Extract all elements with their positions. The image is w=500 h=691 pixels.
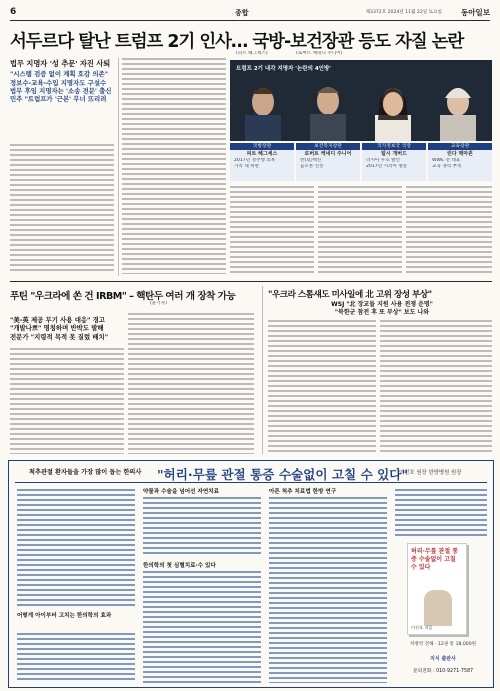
book-photo [424,590,452,626]
portrait-2 [310,87,346,141]
portrait-1 [245,88,281,141]
second-subhead-2: "개발나쁘" 명칭하며 반박도 발해 [10,324,104,333]
ad-top-label: 척추관절 환자들을 가장 많이 돕는 한의사 [29,469,142,476]
ad-section-heading: 어떻게 아이부터 고치는 한의학의 효과 [17,613,112,619]
portrait-3 [375,88,411,141]
nominee-name: 털시 개버드 [381,151,407,157]
nominee-note: 2017년 시리아 방문 [366,164,408,169]
ad-text-col-1 [17,489,135,607]
ad-subtitle: 이진호 원장 한방병원 원장 [399,470,462,476]
third-subheads [272,301,492,318]
nominee-role: 국가정보국 국장 [362,143,426,150]
nominee-note: 음모론 신봉 [300,164,324,169]
issue-info: 제3372호 2024년 11월 22일 토요일 [365,10,442,15]
second-body-col-2 [128,313,254,454]
lead-subhead-1: 법무 지명자 '성 추문' 자진 사퇴 [10,59,111,68]
book-info: 처방약 전해 · 12권 통 18,000원 [409,642,477,647]
ad-text-col-2b [143,571,261,683]
ad-text-col-1b [17,633,135,683]
second-subhead-3: 전문가 "지령적 목적 못 질렀 배치" [10,332,109,341]
second-body-col-1 [10,348,124,454]
nominees-photo [230,60,492,141]
second-subheads [10,316,125,341]
masthead [10,7,490,19]
ad-text-col-2 [143,497,261,557]
third-body-col-2 [380,320,492,454]
lead-body-col-1 [10,144,114,274]
lead-subheads [10,60,115,103]
book-cover [407,543,467,635]
col-divider [262,286,263,454]
lead-byline-2: (로버트 케네디 주니어) [296,51,343,56]
ad-section-heading: 약물과 수술을 넘어선 자연치료 [143,489,220,495]
contact: 문의전화 : 010-9271-7587 [412,669,474,674]
nominee-name: 린다 맥마흔 [447,151,473,157]
second-subhead-1: "美-英 제공 무기 사용 대응" 경고 [10,316,105,324]
nominee-note: 2017년 성추행 의혹 [234,158,276,163]
nominee-note: 교육 경력 부족 [432,164,462,169]
nominee-note: 반(反)백신 [300,158,322,163]
section-label: 종합 [235,9,249,17]
lead-headline: 서두르다 탈난 트럼프 2기 인사… 국방-보건장관 등도 자질 논란 [10,32,464,52]
third-subhead-2: "북한군 참전 후 또 부상" 보도 나와 [334,309,430,317]
nominee-role: 교육장관 [428,143,492,150]
ad-headline: "허리·무릎 관절 통증 수술없이 고칠 수 있다" [157,467,409,482]
book-title: 허리·무릎 관절 통증 수술없이 고칠 수 있다 [411,548,459,571]
page-number: 6 [10,7,17,17]
portraits [230,60,492,141]
col-divider [118,58,119,276]
masthead-rule [10,20,490,21]
nominee-note: WWE 전 대표 [432,158,461,163]
nominee-note: 가족 내 비판 [234,164,260,169]
book-author: 이진호 지음 [411,625,433,630]
second-headline: 푸틴 "우크라에 쏜 건 IRBM" – 핵탄두 여러 개 장착 가능 [10,291,236,302]
third-subhead-1: WSJ "北 장교들 지원 사용 전쟁 운명" [331,301,433,308]
ad-text-col-3 [269,497,387,683]
ad-section-heading: 아픈 척추 치료법 한방 연구 [269,489,337,495]
nominee-boxes [230,143,492,181]
paper-name: 동아일보 [461,8,490,17]
third-headline: "우크라 스톰섀도 미사일에 北 고위 장성 부상" [268,290,432,300]
nominee-box [230,143,294,181]
lead-subhead-2: "시스템 검증 없이 계획 호감 의존" [10,70,109,79]
ad-block [8,460,494,688]
ad-section-heading: 한의학의 첫 심혈치료·수 있다 [143,563,216,569]
lead-body-col-5 [318,186,402,274]
ad-header-rule [15,482,487,483]
lead-subhead-4: 법무 후임 지명자는 '소송 전문' 출신 [10,86,112,95]
nominee-role: 국방장관 [230,143,294,150]
nominee-name: 피트 헤그세스 [246,151,278,157]
third-body-col-1 [268,320,376,454]
nominee-box [428,143,492,181]
section-rule-1 [10,281,492,282]
nominee-role: 보건복지장관 [296,143,360,150]
lead-body-col-2 [122,58,226,274]
second-byline: (윤기자) [150,301,167,306]
lead-byline-1: (피트 헤그세스) [236,51,268,56]
nominee-name: 로버트 케네디 주니어 [304,151,352,157]
lead-subhead-5: 민주 "트럼프가 '근본' 무너 뜨리려 [10,95,107,104]
photo-caption: 트럼프 2기 내각 지명자 '논란의 4인방' [236,66,331,72]
nominee-box [296,143,360,181]
lead-body-col-6 [406,186,492,274]
publisher: 지식 출판사 [430,656,456,662]
ad-text-col-4 [395,489,487,539]
nominee-box [362,143,426,181]
nominee-note: 러시아 우호 발언 [366,158,400,163]
lead-body-col-4 [230,186,314,274]
lead-subhead-3: 정보수-교육-수입 지명자도 구설수 [10,78,107,87]
portrait-4 [440,88,476,141]
